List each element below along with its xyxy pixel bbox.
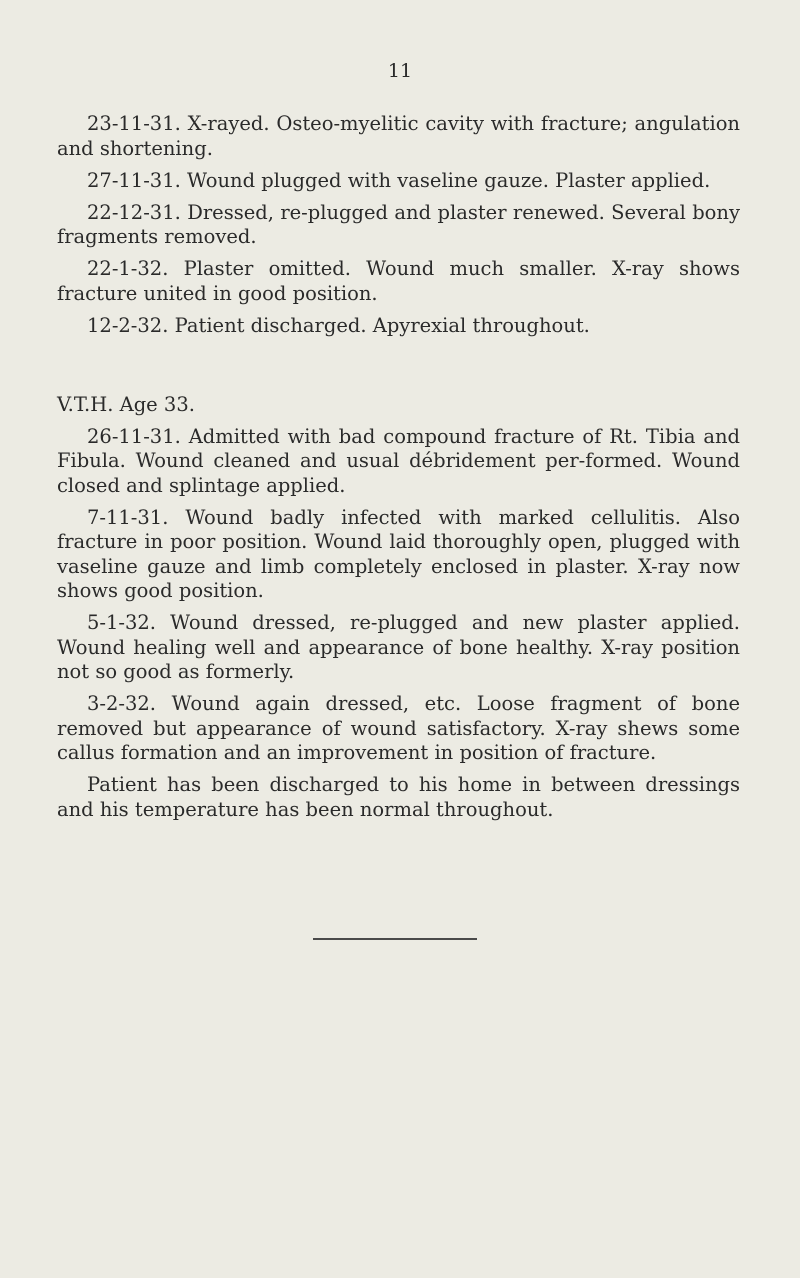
- case-notes-previous: [57, 112, 740, 346]
- note-paragraph: 12-2-32. Patient discharged. Apyrexial throughout.: [87, 313, 590, 337]
- note-paragraph: 26-11-31. Admitted with bad compound fracture of Rt. Tibia and Fibula. Wound cleaned and usual débridement per-formed. Wound closed and splintage applied.: [57, 424, 740, 497]
- page-number: 11: [387, 60, 413, 82]
- note-paragraph: 22-1-32. Plaster omitted. Wound much smaller. X-ray shows fracture united in good position.: [57, 257, 740, 305]
- note-paragraph: 3-2-32. Wound again dressed, etc. Loose fragment of bone removed but appearance of wound satisfactory. X-ray shews some callus formation and an improvement in position of fracture.: [57, 692, 740, 764]
- case-header: V.T.H. Age 33.: [57, 393, 195, 416]
- note-paragraph: Patient has been discharged to his home in between dressings and his temperature has been normal throughout.: [57, 773, 740, 821]
- note-paragraph: 22-12-31. Dressed, re-plugged and plaster renewed. Several bony fragments removed.: [57, 200, 740, 248]
- note-paragraph: 5-1-32. Wound dressed, re-plugged and new plaster applied. Wound healing well and appearance of bone healthy. X-ray position not so good as formerly.: [57, 611, 740, 683]
- note-paragraph: 7-11-31. Wound badly infected with marked cellulitis. Also fracture in poor position. Wound laid thoroughly open, plugged with vaseline gauze and limb completely enclosed in plaster. X-ray now shows good position.: [57, 505, 740, 602]
- note-paragraph: 27-11-31. Wound plugged with vaseline gauze. Plaster applied.: [87, 168, 711, 192]
- section-divider: [313, 938, 477, 940]
- case-notes-vth: [57, 393, 740, 830]
- note-paragraph: 23-11-31. X-rayed. Osteo-myelitic cavity with fracture; angulation and shortening.: [57, 112, 740, 160]
